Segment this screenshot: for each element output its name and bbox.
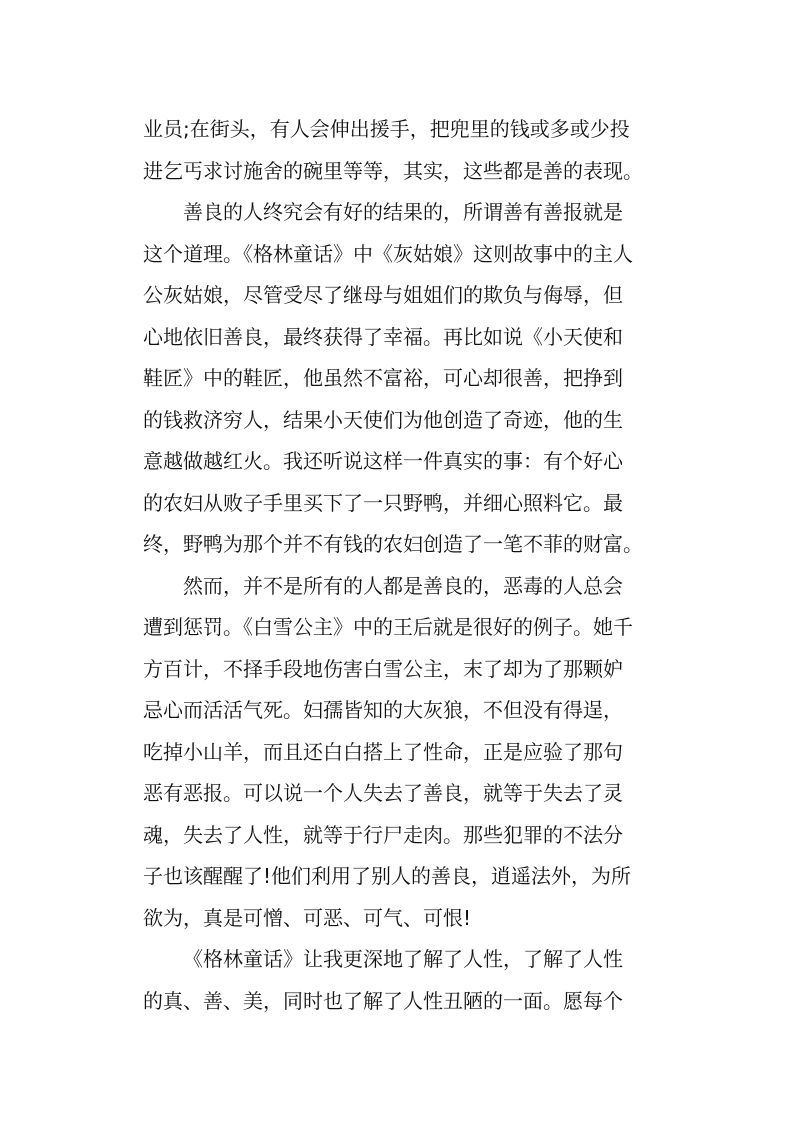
essay-body	[143, 109, 673, 1022]
text-line: 的真、善、美，同时也了解了人性丑陋的一面。愿每个	[143, 988, 623, 1013]
text-line: 鞋匠》中的鞋匠，他虽然不富裕，可心却很善，把挣到	[143, 366, 623, 390]
text-line: 的农妇从败子手里买下了一只野鸭，并细心照料它。最	[143, 490, 623, 515]
text-line: 进乞丐求讨施舍的碗里等等，其实，这些都是善的表现。	[143, 158, 643, 183]
paragraph-start-line: 善良的人终究会有好的结果的，所谓善有善报就是	[183, 200, 623, 224]
text-line: 心地依旧善良，最终获得了幸福。再比如说《小天使和	[143, 324, 623, 349]
text-line: 意越做越红火。我还听说这样一件真实的事：有个好心	[143, 449, 623, 473]
text-line: 吃掉小山羊，而且还白白搭上了性命，正是应验了那句	[143, 739, 623, 764]
text-line: 方百计，不择手段地伤害白雪公主，末了却为了那颗妒	[143, 656, 623, 681]
text-line: 遭到惩罚。《白雪公主》中的王后就是很好的例子。她千	[143, 615, 633, 639]
text-line: 业员;在街头，有人会伸出援手，把兜里的钱或多或少投	[143, 117, 630, 141]
text-line: 欲为，真是可憎、可恶、可气、可恨!	[143, 905, 472, 930]
text-line: 公灰姑娘，尽管受尽了继母与姐姐们的欺负与侮辱，但	[143, 283, 623, 307]
text-line: 子也该醒醒了!他们利用了别人的善良，逍遥法外，为所	[143, 864, 632, 888]
text-line: 的钱救济穷人，结果小天使们为他创造了奇迹，他的生	[143, 407, 623, 432]
text-line: 恶有恶报。可以说一个人失去了善良，就等于失去了灵	[143, 781, 623, 805]
paragraph-start-line: 《格林童话》让我更深地了解了人性，了解了人性	[183, 947, 623, 971]
paragraph-start-line: 然而，并不是所有的人都是善良的，恶毒的人总会	[183, 573, 623, 598]
text-line: 终，野鸭为那个并不有钱的农妇创造了一笔不菲的财富。	[143, 532, 643, 556]
text-line: 魂，失去了人性，就等于行尸走肉。那些犯罪的不法分	[143, 822, 623, 847]
text-line: 忌心而活活气死。妇孺皆知的大灰狼，不但没有得逞，	[143, 698, 623, 722]
text-line: 这个道理。《格林童话》中《灰姑娘》这则故事中的主人	[143, 241, 633, 266]
